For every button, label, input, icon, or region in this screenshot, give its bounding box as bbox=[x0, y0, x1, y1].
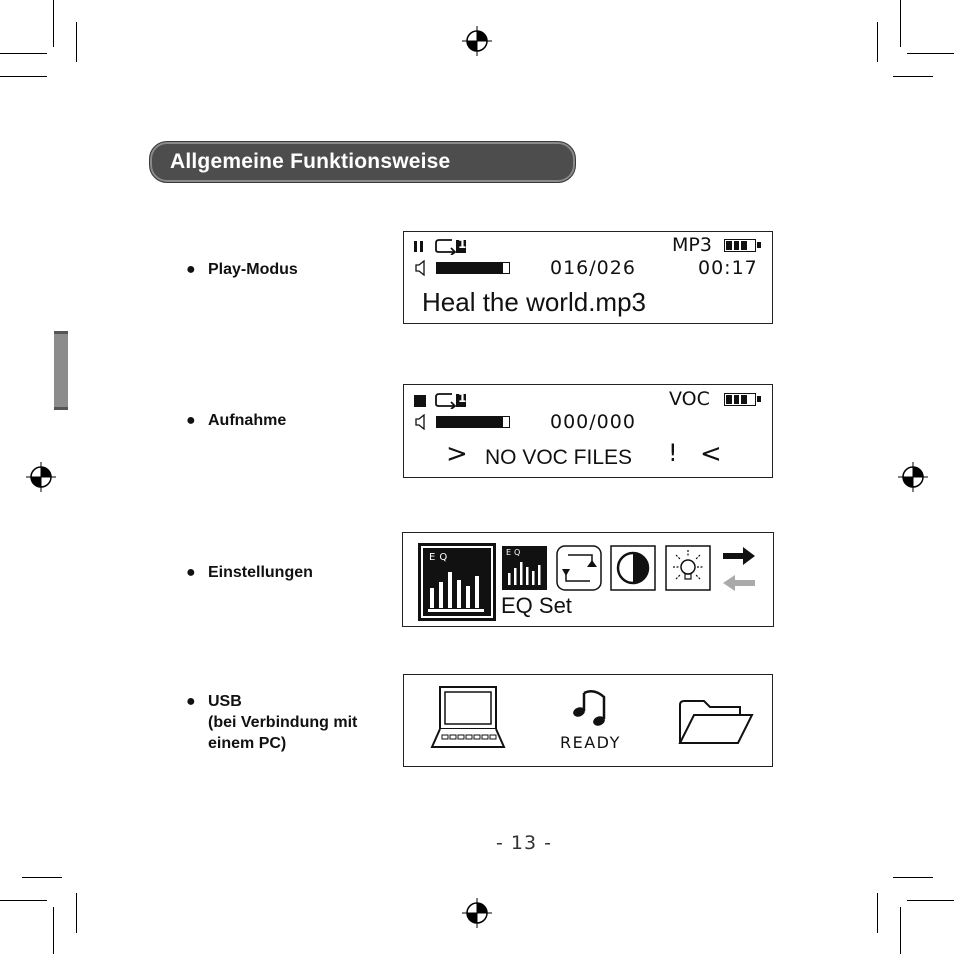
battery-segment bbox=[741, 395, 747, 404]
volume-level bbox=[437, 263, 503, 273]
contrast-icon[interactable] bbox=[610, 545, 656, 591]
crop-mark bbox=[76, 893, 77, 933]
song-title: Heal the world.mp3 bbox=[422, 287, 646, 317]
usb-status: READY bbox=[560, 733, 621, 752]
battery-tip bbox=[757, 396, 761, 402]
bullet-dot: ● bbox=[186, 564, 196, 581]
equalizer-icon-selected bbox=[421, 546, 493, 618]
registration-mark-icon bbox=[26, 462, 56, 492]
registration-mark-icon bbox=[898, 462, 928, 492]
volume-bar bbox=[436, 416, 510, 428]
crop-mark bbox=[877, 893, 878, 933]
crop-mark bbox=[893, 877, 933, 878]
registration-mark-icon bbox=[462, 898, 492, 928]
bullet-label: Play-Modus bbox=[208, 261, 298, 278]
repeat-mode-icon[interactable] bbox=[556, 545, 602, 591]
chapter-tab bbox=[54, 331, 68, 410]
volume-level bbox=[437, 417, 503, 427]
bullet-play-mode bbox=[186, 259, 298, 280]
equalizer-bars-icon bbox=[506, 559, 544, 587]
crop-mark bbox=[53, 907, 54, 954]
crop-mark bbox=[877, 22, 878, 62]
battery-segment bbox=[726, 241, 732, 250]
crop-mark bbox=[900, 907, 901, 954]
speaker-icon bbox=[414, 260, 428, 276]
bullet-label: einem PC) bbox=[208, 735, 287, 752]
lcd-settings-screen bbox=[402, 532, 774, 627]
bullet-settings bbox=[186, 562, 313, 583]
bullet-label: Einstellungen bbox=[208, 564, 313, 581]
equalizer-icon[interactable] bbox=[502, 546, 547, 590]
crop-mark bbox=[53, 0, 54, 47]
battery-segment bbox=[741, 241, 747, 250]
laptop-icon bbox=[430, 685, 510, 751]
bullet-label: (bei Verbindung mit bbox=[208, 714, 358, 731]
bullet-dot: ● bbox=[186, 412, 196, 429]
bullet-recording bbox=[186, 410, 286, 431]
message-left-arrow: > bbox=[446, 439, 468, 469]
folder-icon bbox=[676, 697, 756, 747]
backlight-icon[interactable] bbox=[665, 545, 711, 591]
stop-icon bbox=[414, 395, 426, 407]
battery-segment bbox=[726, 395, 732, 404]
crop-mark bbox=[22, 877, 62, 878]
battery-segment bbox=[734, 241, 740, 250]
lcd-record-screen bbox=[403, 384, 773, 478]
page-number: - 13 - bbox=[496, 832, 552, 854]
lcd-usb-screen bbox=[403, 674, 773, 767]
repeat-number: 1 bbox=[458, 237, 467, 251]
battery-segment bbox=[734, 395, 740, 404]
bullet-dot: ● bbox=[186, 693, 196, 710]
crop-mark bbox=[76, 22, 77, 62]
arrow-right-icon[interactable] bbox=[721, 545, 757, 567]
crop-mark bbox=[907, 900, 954, 901]
crop-mark bbox=[900, 0, 901, 47]
section-title: Allgemeine Funktionsweise bbox=[170, 150, 451, 173]
repeat-number: 1 bbox=[458, 391, 467, 405]
crop-mark bbox=[893, 76, 933, 77]
file-format: MP3 bbox=[672, 234, 712, 256]
arrow-left-icon[interactable] bbox=[721, 573, 757, 593]
section-header bbox=[149, 141, 576, 183]
battery-icon bbox=[724, 239, 756, 252]
message-exclamation: ! bbox=[668, 439, 678, 467]
bullet-usb bbox=[186, 691, 357, 754]
file-format: VOC bbox=[669, 388, 710, 410]
crop-mark bbox=[0, 76, 47, 77]
equalizer-bars-icon bbox=[427, 566, 487, 614]
battery-segment bbox=[749, 241, 755, 250]
battery-icon bbox=[724, 393, 756, 406]
track-counter: 016/026 bbox=[550, 257, 636, 279]
volume-bar bbox=[436, 262, 510, 274]
battery-segment bbox=[749, 395, 755, 404]
music-note-icon bbox=[570, 687, 610, 729]
settings-caption: EQ Set bbox=[501, 593, 572, 618]
track-counter: 000/000 bbox=[550, 411, 636, 433]
eq-label: EQ bbox=[506, 548, 524, 557]
pause-icon bbox=[412, 239, 428, 253]
eq-label: EQ bbox=[429, 552, 452, 563]
bullet-label: Aufnahme bbox=[208, 412, 287, 429]
no-files-message: NO VOC FILES bbox=[485, 446, 633, 469]
speaker-icon bbox=[414, 414, 428, 430]
play-time: 00:17 bbox=[698, 257, 758, 279]
lcd-play-screen bbox=[403, 231, 773, 324]
message-right-arrow: < bbox=[700, 439, 722, 469]
crop-mark bbox=[907, 53, 954, 54]
bullet-dot: ● bbox=[186, 261, 196, 278]
crop-mark bbox=[0, 53, 47, 54]
bullet-label: USB bbox=[208, 693, 242, 710]
registration-mark-icon bbox=[462, 26, 492, 56]
crop-mark bbox=[0, 900, 47, 901]
battery-tip bbox=[757, 242, 761, 248]
